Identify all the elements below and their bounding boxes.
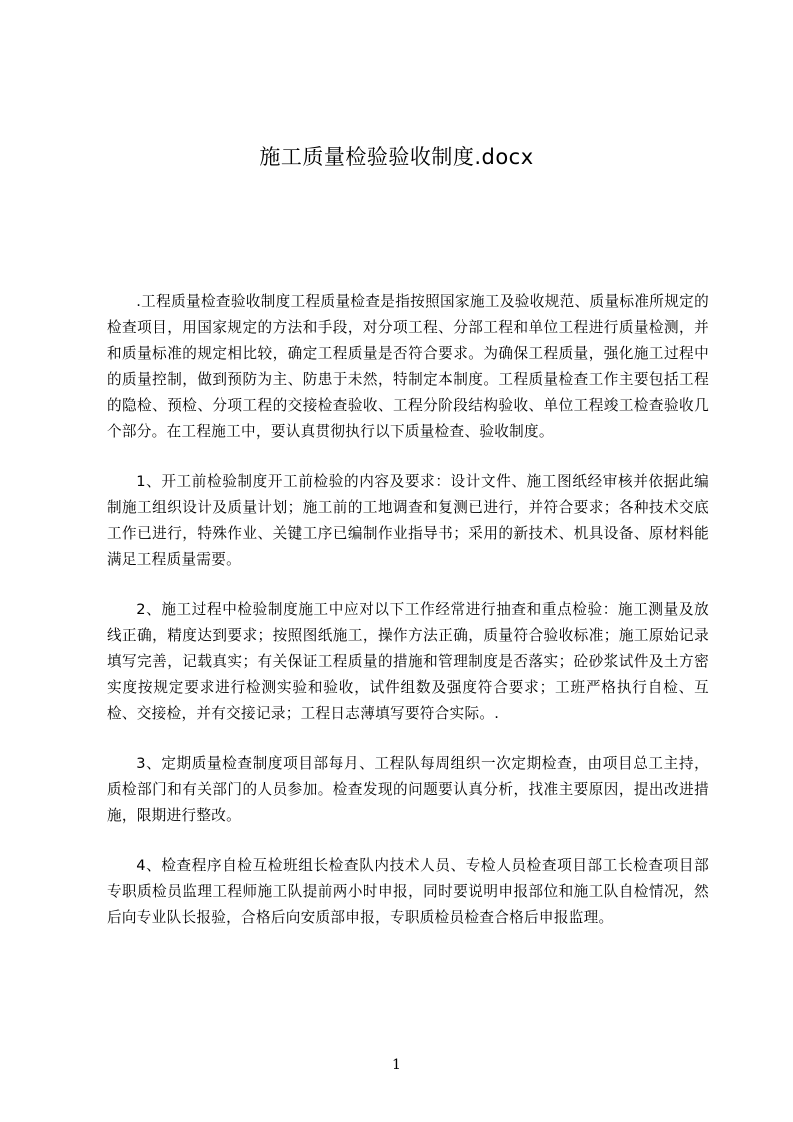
page-number: 1 (392, 1057, 401, 1073)
paragraph-section-1: 1、开工前检验制度开工前检验的内容及要求：设计文件、施工图纸经审核并依据此编制施工组织设计及质量计划；施工前的工地调查和复测已进行，并符合要求；各种技术交底工作已进行，特殊作业、关键工序已编制作业指导书；采用的新技术、机具设备、原材料能满足工程质量需要。 (107, 473, 709, 568)
paragraph-section-2: 2、施工过程中检验制度施工中应对以下工作经常进行抽查和重点检验：施工测量及放线正确，精度达到要求；按照图纸施工，操作方法正确，质量符合验收标准；施工原始记录填写完善，记载真实；有关保证工程质量的措施和管理制度是否落实；砼砂浆试件及土方密实度按规定要求进行检测实验和验收，试件组数及强度符合要求；工班严格执行自检、互检、交接检，并有交接记录；工程日志薄填写要符合实际。. (107, 601, 709, 722)
paragraph-section-4: 4、检查程序自检互检班组长检查队内技术人员、专检人员检查项目部工长检查项目部专职质检员监理工程师施工队提前两小时申报，同时要说明申报部位和施工队自检情况，然后向专业队长报验，合格后向安质部申报，专职质检员检查合格后申报监理。 (107, 857, 709, 926)
document-title: 施工质量检验验收制度.docx (259, 145, 534, 169)
paragraph-intro: .工程质量检查验收制度工程质量检查是指按照国家施工及验收规范、质量标准所规定的检查项目，用国家规定的方法和手段，对分项工程、分部工程和单位工程进行质量检测，并和质量标准的规定相比较，确定工程质量是否符合要求。为确保工程质量，强化施工过程中的质量控制，做到预防为主、防患于未然，特制定本制度。工程质量检查工作主要包括工程的隐检、预检、分项工程的交接检查验收、工程分阶段结构验收、单位工程竣工检查验收几个部分。在工程施工中，要认真贯彻执行以下质量检查、验收制度。 (107, 293, 709, 440)
paragraph-section-3: 3、定期质量检查制度项目部每月、工程队每周组织一次定期检查，由项目总工主持，质检部门和有关部门的人员参加。检查发现的问题要认真分析，找准主要原因，提出改进措施，限期进行整改。 (107, 755, 709, 824)
document-body (107, 289, 709, 955)
